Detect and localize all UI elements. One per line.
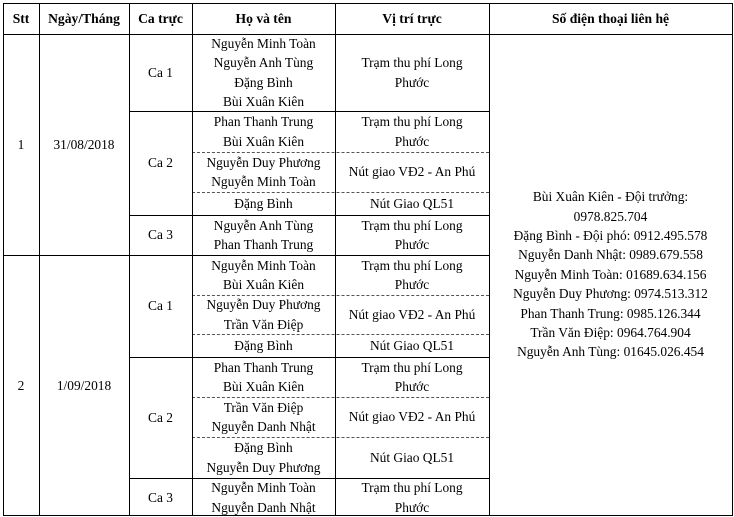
dashed-divider xyxy=(192,437,489,438)
column-border xyxy=(129,3,130,516)
staff-names-line: Trần Văn Điệp xyxy=(223,316,304,332)
staff-names-line: Phan Thanh Trung xyxy=(213,114,314,129)
table-divider xyxy=(129,357,490,358)
duty-position xyxy=(335,295,489,334)
staff-names xyxy=(192,478,335,517)
duty-position xyxy=(335,437,489,478)
staff-names-line: Nguyễn Minh Toàn xyxy=(211,480,316,495)
staff-names-line: Đặng Bình xyxy=(234,440,293,455)
staff-names xyxy=(192,397,335,437)
day-date xyxy=(39,255,129,517)
duty-position-line: Phước xyxy=(394,277,430,292)
day-date xyxy=(39,34,129,255)
header-position xyxy=(335,3,489,34)
dashed-divider xyxy=(192,295,489,296)
staff-names-line: Phan Thanh Trung xyxy=(213,237,314,252)
header-stt xyxy=(3,3,39,34)
contact-list xyxy=(489,34,732,515)
day-date-line: 31/08/2018 xyxy=(53,136,115,152)
duty-position-line: Trạm thu phí Long xyxy=(361,359,463,375)
duty-position xyxy=(335,215,489,255)
duty-position-line: Trạm thu phí Long xyxy=(361,257,463,273)
header-phone xyxy=(489,3,732,34)
day-date-line: 1/09/2018 xyxy=(56,378,112,394)
duty-position-line: Trạm thu phí Long xyxy=(361,217,463,233)
header-shift xyxy=(129,3,192,34)
staff-names-line: Nguyễn Danh Nhật xyxy=(211,499,316,515)
staff-names xyxy=(192,111,335,152)
staff-names xyxy=(192,192,335,215)
day-number-line: 1 xyxy=(17,136,25,152)
duty-position xyxy=(335,152,489,192)
duty-position xyxy=(335,111,489,152)
table-divider xyxy=(129,111,490,112)
staff-names-line: Đặng Bình xyxy=(234,74,293,90)
shift-label xyxy=(129,111,192,215)
shift-label-line: Ca 3 xyxy=(148,489,173,505)
staff-names-line: Phan Thanh Trung xyxy=(213,359,314,375)
table-divider xyxy=(3,34,733,35)
duty-position-line: Phước xyxy=(394,133,430,149)
shift-label-line: Ca 1 xyxy=(148,64,173,80)
staff-names-line: Bùi Xuân Kiên xyxy=(222,277,305,292)
duty-position xyxy=(335,357,489,397)
header-name xyxy=(192,3,335,34)
duty-position-line: Phước xyxy=(394,499,430,515)
duty-position-line: Nút giao VĐ2 - An Phú xyxy=(348,164,476,180)
staff-names-line: Nguyễn Duy Phương xyxy=(206,459,321,475)
header-date xyxy=(39,3,129,34)
shift-label xyxy=(129,255,192,357)
duty-position-line: Phước xyxy=(394,74,430,90)
staff-names xyxy=(192,357,335,397)
staff-names-line: Bùi Xuân Kiên xyxy=(222,94,305,109)
column-border xyxy=(39,3,40,516)
staff-names-line: Bùi Xuân Kiên xyxy=(222,379,305,394)
duty-position-line: Nút Giao QL51 xyxy=(369,449,455,465)
staff-names xyxy=(192,152,335,192)
dashed-divider xyxy=(192,152,489,153)
table-divider xyxy=(3,515,733,516)
day-number xyxy=(3,34,39,255)
duty-position xyxy=(335,192,489,215)
staff-names xyxy=(192,215,335,255)
staff-names xyxy=(192,255,335,295)
day-number-line: 2 xyxy=(17,378,25,394)
shift-label xyxy=(129,357,192,478)
duty-position-line: Trạm thu phí Long xyxy=(361,114,463,129)
shift-label-line: Ca 2 xyxy=(148,409,173,425)
contact-entry: Nguyễn Danh Nhật: 0989.679.558 xyxy=(518,247,703,263)
table-divider xyxy=(3,3,733,4)
staff-names-line: Bùi Xuân Kiên xyxy=(222,133,305,149)
contact-entry: Nguyễn Minh Toàn: 01689.634.156 xyxy=(514,266,707,282)
staff-names-line: Nguyễn Duy Phương xyxy=(206,154,321,170)
contact-entry: 0978.825.704 xyxy=(573,208,648,224)
day-number xyxy=(3,255,39,517)
staff-names xyxy=(192,437,335,478)
staff-names-line: Đặng Bình xyxy=(234,195,293,211)
staff-names-line: Nguyễn Minh Toàn xyxy=(211,35,316,51)
staff-names xyxy=(192,295,335,334)
duty-position-line: Nút Giao QL51 xyxy=(369,337,455,353)
shift-label xyxy=(129,478,192,517)
duty-position-line: Trạm thu phí Long xyxy=(361,480,463,495)
duty-position-line: Phước xyxy=(394,237,430,252)
header-stt-line: Stt xyxy=(12,10,30,26)
column-border xyxy=(3,3,4,516)
staff-names xyxy=(192,34,335,111)
duty-position-line: Nút giao VĐ2 - An Phú xyxy=(348,306,476,322)
staff-names-line: Nguyễn Duy Phương xyxy=(206,297,321,312)
header-position-line: Vị trí trực xyxy=(382,10,442,26)
contact-entry: Trần Văn Điệp: 0964.764.904 xyxy=(530,325,691,341)
dashed-divider xyxy=(192,192,489,193)
header-name-line: Họ và tên xyxy=(235,10,292,26)
staff-names-line: Nguyễn Minh Toàn xyxy=(211,257,316,273)
dashed-divider xyxy=(192,334,489,335)
duty-position-line: Nút Giao QL51 xyxy=(369,195,455,211)
shift-label-line: Ca 3 xyxy=(148,227,173,243)
staff-names xyxy=(192,334,335,357)
duty-position-line: Nút giao VĐ2 - An Phú xyxy=(348,409,476,425)
duty-position xyxy=(335,34,489,111)
column-border xyxy=(192,3,193,516)
shift-label xyxy=(129,34,192,111)
duty-position-line: Trạm thu phí Long xyxy=(361,55,463,70)
table-divider xyxy=(129,478,490,479)
shift-label-line: Ca 1 xyxy=(148,298,173,314)
staff-names-line: Nguyễn Anh Tùng xyxy=(213,217,314,233)
contact-entry: Đặng Bình - Đội phó: 0912.495.578 xyxy=(513,227,708,243)
contact-entry: Phan Thanh Trung: 0985.126.344 xyxy=(520,305,701,321)
duty-position-line: Phước xyxy=(394,379,430,394)
column-border xyxy=(732,3,733,516)
dashed-divider xyxy=(192,397,489,398)
contact-entry: Nguyễn Duy Phương: 0974.513.312 xyxy=(513,286,708,302)
header-phone-line: Số điện thoại liên hệ xyxy=(551,10,670,26)
duty-position xyxy=(335,255,489,295)
contact-entry: Bùi Xuân Kiên - Đội trưởng: xyxy=(532,189,689,205)
staff-names-line: Nguyễn Minh Toàn xyxy=(211,174,316,189)
contact-entry: Nguyễn Anh Tùng: 01645.026.454 xyxy=(517,344,704,360)
header-date-line: Ngày/Tháng xyxy=(48,10,120,26)
staff-names-line: Trần Văn Điệp xyxy=(223,399,304,415)
duty-position xyxy=(335,397,489,437)
shift-label xyxy=(129,215,192,255)
table-divider xyxy=(3,255,490,256)
column-border xyxy=(335,3,336,516)
staff-names-line: Nguyễn Danh Nhật xyxy=(211,419,316,434)
staff-names-line: Nguyễn Anh Tùng xyxy=(213,55,314,70)
shift-label-line: Ca 2 xyxy=(148,155,173,171)
header-shift-line: Ca trực xyxy=(138,10,183,26)
duty-position xyxy=(335,334,489,357)
table-divider xyxy=(129,215,490,216)
column-border xyxy=(489,3,490,516)
staff-names-line: Đặng Bình xyxy=(234,337,293,353)
duty-position xyxy=(335,478,489,517)
